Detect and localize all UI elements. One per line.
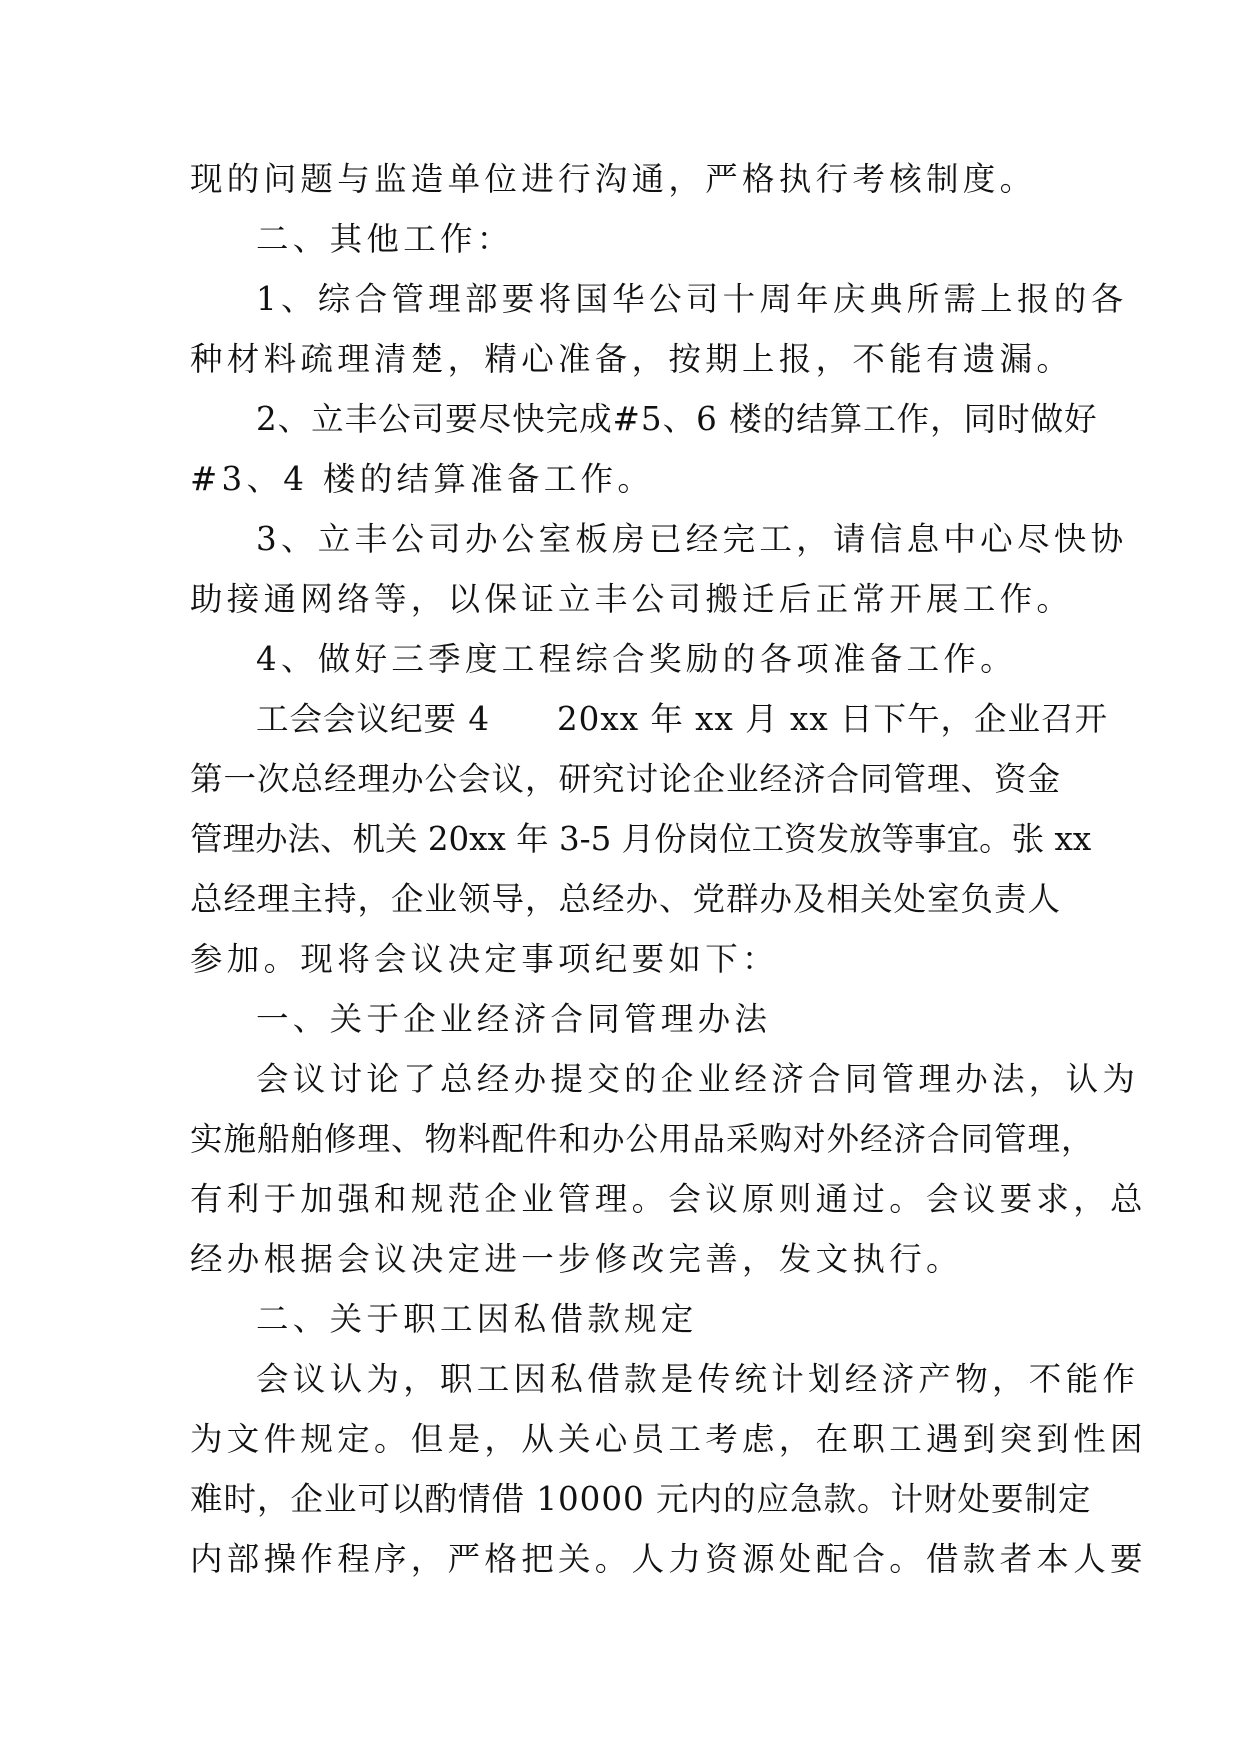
text-line: 工会会议纪要 4 20xx 年 xx 月 xx 日下午，企业召开 (256, 700, 1108, 738)
section-heading: 一、关于企业经济合同管理办法 (256, 1000, 772, 1038)
text-line: 实施船舶修理、物料配件和办公用品采购对外经济合同管理， (190, 1120, 1095, 1158)
section-heading: 二、关于职工因私借款规定 (256, 1300, 698, 1338)
text-line: 参加。现将会议决定事项纪要如下： (190, 940, 779, 978)
text-line: 1、综合管理部要将国华公司十周年庆典所需上报的各 (256, 280, 1128, 318)
document-body (190, 149, 1147, 1589)
text-line: 现的问题与监造单位进行沟通，严格执行考核制度。 (190, 160, 1037, 198)
text-line: 种材料疏理清楚，精心准备，按期上报，不能有遗漏。 (190, 340, 1074, 378)
text-line: 为文件规定。但是，从关心员工考虑，在职工遇到突到性困 (190, 1420, 1147, 1458)
text-line: 第一次总经理办公会议，研究讨论企业经济合同管理、资金 (190, 760, 1062, 798)
text-line: 经办根据会议决定进一步修改完善，发文执行。 (190, 1240, 963, 1278)
text-line: 2、立丰公司要尽快完成#5、6 楼的结算工作，同时做好 (256, 400, 1098, 438)
text-line: 内部操作程序，严格把关。人力资源处配合。借款者本人要 (190, 1540, 1147, 1578)
text-line: 助接通网络等，以保证立丰公司搬迁后正常开展工作。 (190, 580, 1074, 618)
text-line: 会议认为，职工因私借款是传统计划经济产物，不能作 (256, 1360, 1140, 1398)
text-line: 总经理主持，企业领导，总经办、党群办及相关处室负责人 (190, 880, 1062, 918)
text-line: #3、4 楼的结算准备工作。 (190, 460, 655, 498)
text-line: 4、做好三季度工程综合奖励的各项准备工作。 (256, 640, 1017, 678)
section-heading: 二、其他工作： (256, 220, 514, 258)
text-line: 有利于加强和规范企业管理。会议原则通过。会议要求，总 (190, 1180, 1147, 1218)
text-line: 会议讨论了总经办提交的企业经济合同管理办法，认为 (256, 1060, 1140, 1098)
text-line: 管理办法、机关 20xx 年 3-5 月份岗位工资发放等事宜。张 xx (190, 820, 1092, 858)
text-line: 难时，企业可以酌情借 10000 元内的应急款。计财处要制定 (190, 1480, 1092, 1518)
text-line: 3、立丰公司办公室板房已经完工，请信息中心尽快协 (256, 520, 1128, 558)
